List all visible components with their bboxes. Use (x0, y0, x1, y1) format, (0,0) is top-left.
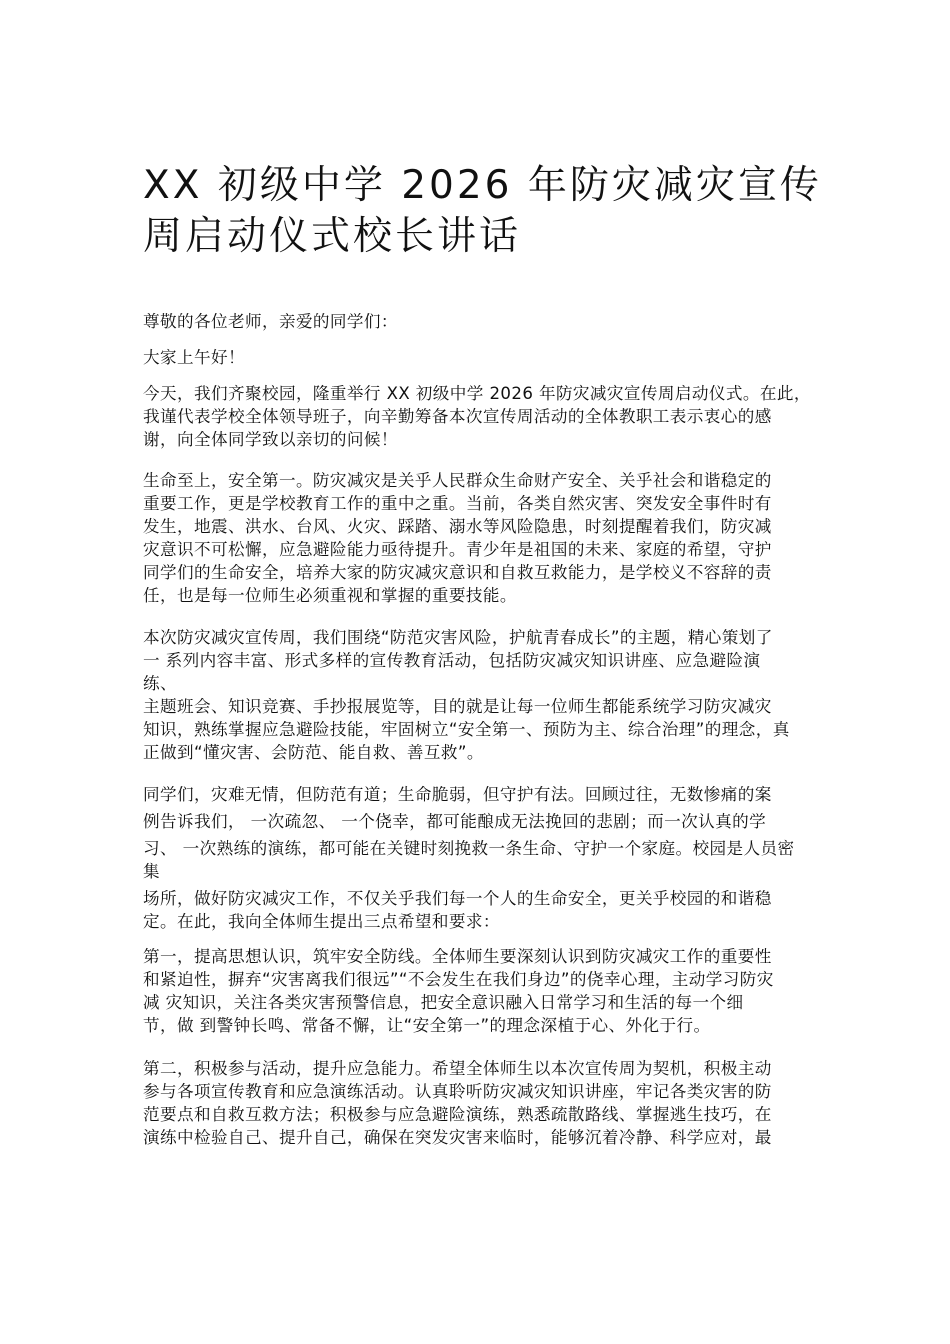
paragraph-line: 发生，地震、洪水、台风、火灾、踩踏、溺水等风险隐患，时刻提醒着我们，防灾减 (143, 517, 772, 536)
paragraph-line: 场所，做好防灾减灾工作，不仅关乎我们每一个人的生命安全，更关乎校园的和谐稳 (143, 889, 772, 908)
paragraph-line: 参与各项宣传教育和应急演练活动。认真聆听防灾减灾知识讲座，牢记各类灾害的防 (143, 1082, 772, 1101)
paragraph-line: 减 灾知识，关注各类灾害预警信息，把安全意识融入日常学习和生活的每一个细 (143, 993, 744, 1012)
title-line-2: 周启动仪式校长讲话 (143, 214, 522, 259)
paragraph-line: 范要点和自救互救方法；积极参与应急避险演练，熟悉疏散路线、掌握逃生技巧，在 (143, 1105, 772, 1124)
paragraph-line: 和紧迫性，摒弃“灾害离我们很远”“不会发生在我们身边”的侥幸心理，主动学习防灾 (143, 970, 774, 989)
paragraph-line: 灾意识不可松懈，应急避险能力亟待提升。青少年是祖国的未来、家庭的希望，守护 (143, 540, 772, 559)
paragraph-line: 例告诉我们， 一次疏忽、 一个侥幸，都可能酿成无法挽回的悲剧；而一次认真的学 (143, 812, 767, 831)
paragraph-line: 谢，向全体同学致以亲切的问候！ (143, 430, 398, 449)
greeting-paragraph (143, 310, 833, 333)
paragraph-line: 知识，熟练掌握应急避险技能，牢固树立“安全第一、预防为主、综合治理”的理念，真 (143, 720, 790, 739)
paragraph-3 (143, 626, 833, 764)
paragraph-line: 练、 (143, 674, 177, 693)
paragraph-line: 同学们，灾难无情，但防范有道；生命脆弱，但守护有法。回顾过往，无数惨痛的案 (143, 785, 772, 804)
paragraph-line: 第二，积极参与活动，提升应急能力。希望全体师生以本次宣传周为契机，积极主动 (143, 1059, 772, 1078)
paragraph-5 (143, 945, 833, 1037)
title-line-1: XX 初级中学 2026 年防灾减灾宣传 (143, 163, 822, 208)
paragraph-1 (143, 382, 833, 451)
paragraph-line: 正做到“懂灾害、会防范、能自救、善互救”。 (143, 743, 484, 762)
paragraph-line: 今天，我们齐聚校园，隆重举行 XX 初级中学 2026 年防灾减灾宣传周启动仪式。在此， (143, 384, 811, 403)
hello-line: 大家上午好！ (143, 348, 245, 367)
paragraph-4 (143, 783, 833, 933)
paragraph-line: 重要工作，更是学校教育工作的重中之重。当前，各类自然灾害、突发安全事件时有 (143, 494, 772, 513)
paragraph-line: 一 系列内容丰富、形式多样的宣传教育活动，包括防灾减灾知识讲座、应急避险演 (143, 651, 761, 670)
paragraph-6 (143, 1057, 833, 1149)
document-title (143, 160, 863, 262)
paragraph-line: 节，做 到警钟长鸣、常备不懈，让“安全第一”的理念深植于心、外化于行。 (143, 1016, 711, 1035)
paragraph-line: 习、 一次熟练的演练，都可能在关键时刻挽救一条生命、守护一个家庭。校园是人员密 (143, 839, 795, 858)
paragraph-line: 第一，提高思想认识，筑牢安全防线。全体师生要深刻认识到防灾减灾工作的重要性 (143, 947, 772, 966)
paragraph-line: 同学们的生命安全，培养大家的防灾减灾意识和自救互救能力，是学校义不容辞的责 (143, 563, 772, 582)
greeting-line: 尊敬的各位老师，亲爱的同学们： (143, 312, 398, 331)
paragraph-line: 主题班会、知识竞赛、手抄报展览等，目的就是让每一位师生都能系统学习防灾减灾 (143, 697, 772, 716)
paragraph-line: 演练中检验自己、提升自己，确保在突发灾害来临时，能够沉着冷静、科学应对，最 (143, 1128, 772, 1147)
hello-paragraph (143, 346, 833, 369)
paragraph-line: 集 (143, 862, 160, 881)
paragraph-line: 任，也是每一位师生必须重视和掌握的重要技能。 (143, 586, 517, 605)
paragraph-2 (143, 469, 833, 607)
paragraph-line: 我谨代表学校全体领导班子，向辛勤筹备本次宣传周活动的全体教职工表示衷心的感 (143, 407, 772, 426)
paragraph-line: 生命至上，安全第一。防灾减灾是关乎人民群众生命财产安全、关乎社会和谐稳定的 (143, 471, 772, 490)
paragraph-line: 本次防灾减灾宣传周，我们围绕“防范灾害风险，护航青春成长”的主题，精心策划了 (143, 628, 773, 647)
paragraph-line: 定。在此，我向全体师生提出三点希望和要求： (143, 912, 500, 931)
